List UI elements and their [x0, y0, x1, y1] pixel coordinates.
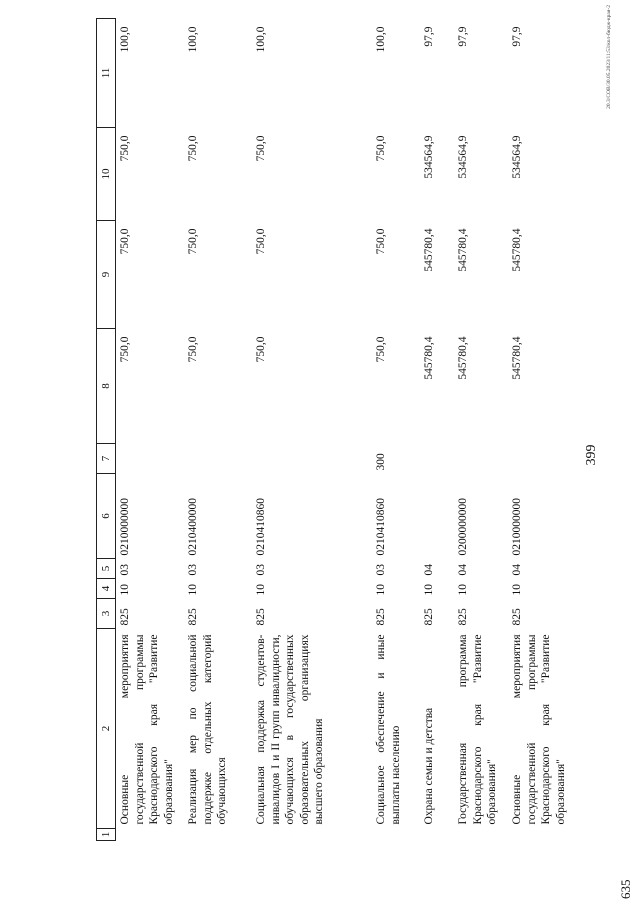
cell-col11: 100,0 [255, 26, 267, 53]
cell-pr: 04 [423, 564, 435, 576]
cell-ved: 825 [511, 608, 523, 626]
row-name: Государственная программа Краснодарского края "Развитие образования" [457, 634, 499, 825]
cell-csr: 0210000000 [511, 498, 523, 556]
cell-ved: 825 [255, 608, 267, 626]
row-name: Основные мероприятия государственной программы Краснодарского края "Развитие образования" [511, 634, 567, 825]
table-row [372, 19, 420, 841]
cell-col8: 545780,4 [423, 336, 435, 380]
cell-col11: 97,9 [423, 26, 435, 47]
row-name: Реализация мер по социальной поддержке отдельных категорий обучающихся [187, 634, 229, 825]
cell-ved: 825 [375, 608, 387, 626]
table-row [508, 19, 580, 841]
cell-csr: 0210410860 [375, 498, 387, 556]
cell-pr: 03 [375, 564, 387, 576]
cell-col8: 750,0 [375, 336, 387, 363]
cell-col9: 545780,4 [457, 228, 469, 272]
cell-pr: 04 [457, 564, 469, 576]
header-cell: 10 [97, 128, 116, 221]
cell-csr: 0210410860 [255, 498, 267, 556]
cell-vr [116, 444, 185, 474]
header-cell: 3 [97, 599, 116, 629]
cell-pr: 03 [119, 564, 131, 576]
cell-ved: 825 [119, 608, 131, 626]
cell-col9: 545780,4 [423, 228, 435, 272]
row-name: Социальное обеспечение и иные выплаты населению [375, 634, 402, 825]
cell-col11: 100,0 [375, 26, 387, 53]
cell-rz: 10 [423, 584, 435, 596]
cell-col11: 97,9 [511, 26, 523, 47]
footer-code: 20.3/СОВ/30.05.2023/11:53/кол-бюдж-края-2 [606, 5, 612, 109]
cell-col11: 97,9 [457, 26, 469, 47]
table-row [252, 19, 372, 841]
cell-col8: 545780,4 [457, 336, 469, 380]
header-cell: 2 [97, 629, 116, 829]
cell-col9: 750,0 [119, 228, 131, 255]
cell-csr: 0200000000 [457, 498, 469, 556]
cell-col8: 750,0 [187, 336, 199, 363]
cell-rz: 10 [457, 584, 469, 596]
header-cell: 11 [97, 19, 116, 128]
row-name: Социальная поддержка студентов-инвалидов I и II групп инвалидности, обучающихся в государственных образовательных организациях высшего образования [255, 634, 326, 825]
cell-vr [252, 444, 372, 474]
cell-csr: 0210400000 [187, 498, 199, 556]
cell-col11: 100,0 [187, 26, 199, 53]
cell-vr [184, 444, 252, 474]
cell-col10: 534564,9 [511, 135, 523, 179]
cell-col8: 545780,4 [511, 336, 523, 380]
corner-page-number: 635 [618, 879, 633, 899]
cell-col8: 750,0 [255, 336, 267, 363]
cell-rz: 10 [255, 584, 267, 596]
cell-vr [420, 444, 454, 474]
cell-col10: 534564,9 [457, 135, 469, 179]
table-row [116, 19, 185, 841]
header-row [97, 19, 116, 841]
cell-rz: 10 [119, 584, 131, 596]
cell-rz: 10 [375, 584, 387, 596]
cell-pr: 03 [187, 564, 199, 576]
cell-col9: 545780,4 [511, 228, 523, 272]
cell-vr [454, 444, 508, 474]
cell-vr [508, 444, 580, 474]
cell-ved: 825 [423, 608, 435, 626]
cell-csr: 0210000000 [119, 498, 131, 556]
header-cell: 7 [97, 444, 116, 474]
row-name: Охрана семьи и детства [423, 707, 435, 825]
cell-col10: 750,0 [375, 135, 387, 162]
cell-pr: 03 [255, 564, 267, 576]
cell-ved: 825 [457, 608, 469, 626]
cell-col10: 750,0 [255, 135, 267, 162]
table-row [184, 19, 252, 841]
cell-rz: 10 [511, 584, 523, 596]
cell-csr [420, 474, 454, 559]
table-row [454, 19, 508, 841]
cell-col8: 750,0 [119, 336, 131, 363]
cell-pr: 04 [511, 564, 523, 576]
header-cell: 9 [97, 221, 116, 329]
header-cell: 5 [97, 559, 116, 579]
cell-col9: 750,0 [187, 228, 199, 255]
page-number: 399 [584, 444, 599, 466]
cell-ved: 825 [187, 608, 199, 626]
header-cell: 6 [97, 474, 116, 559]
table-row [420, 19, 454, 841]
row-name: Основные мероприятия государственной программы Краснодарского края "Развитие образования" [119, 634, 175, 825]
cell-col10: 534564,9 [423, 135, 435, 179]
cell-col9: 750,0 [255, 228, 267, 255]
cell-col11: 100,0 [119, 26, 131, 53]
cell-col10: 750,0 [119, 135, 131, 162]
cell-col9: 750,0 [375, 228, 387, 255]
header-cell: 4 [97, 579, 116, 599]
budget-table [96, 18, 580, 841]
cell-vr: 300 [375, 453, 387, 471]
cell-col10: 750,0 [187, 135, 199, 162]
header-cell: 8 [97, 329, 116, 444]
header-cell: 1 [97, 829, 116, 841]
cell-rz: 10 [187, 584, 199, 596]
